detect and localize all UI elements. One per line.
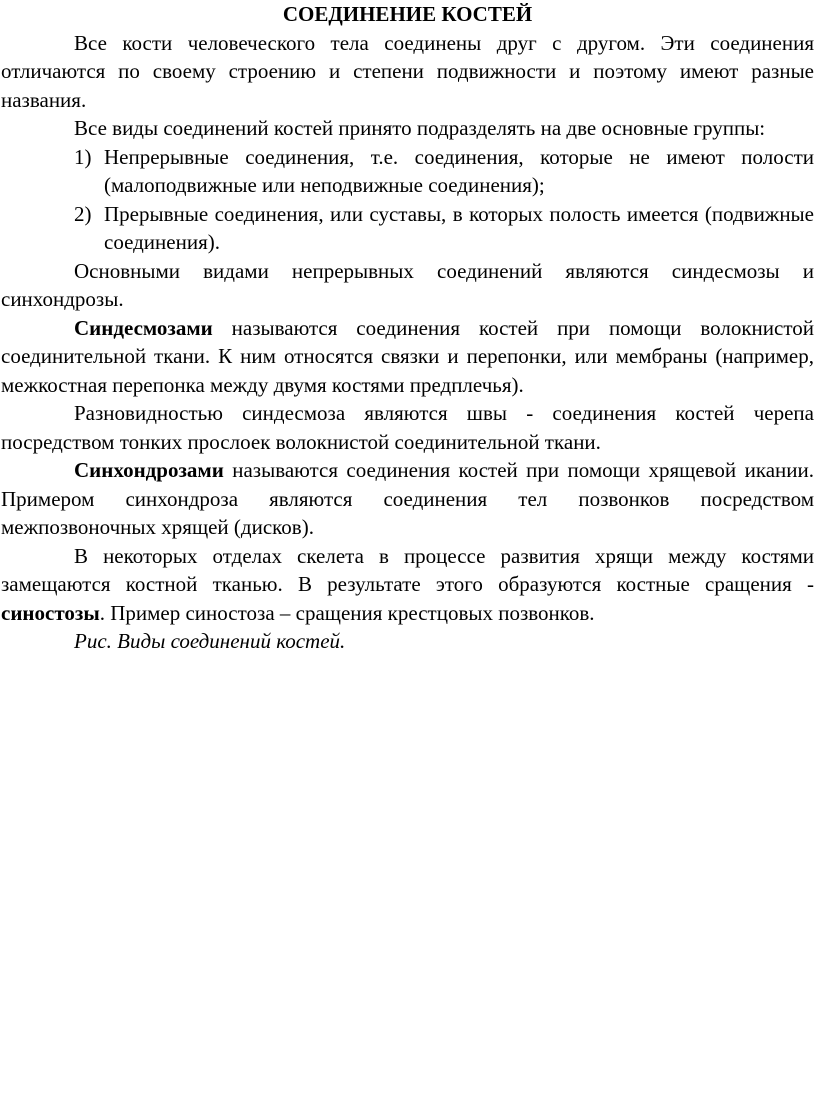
paragraph-text: . Пример синостоза – сращения крестцовых позвонков. [99, 600, 595, 625]
paragraph-syndesmoses [1, 314, 814, 400]
paragraph-continuous-types: Основными видами непрерывных соединений являются синдесмозы и синхондрозы. [1, 258, 814, 311]
list-item [1, 200, 814, 257]
list-item [1, 143, 814, 200]
paragraph-groups: Все виды соединений костей принято подразделять на две основные группы: [74, 116, 766, 140]
document-content [1, 0, 814, 656]
paragraph-text: называются соединения костей при помощи волокнистой соединительной ткани. К ним относятся связки и перепонки, или мембраны (например, межкостная перепонка между двумя костями предплечья). [1, 315, 814, 397]
list-marker: 1) [74, 144, 92, 169]
list-item-text: Непрерывные соединения, т.е. соединения, которые не имеют полости (малоподвижные или неподвижные соединения); [104, 144, 814, 197]
paragraph-text: В некоторых отделах скелета в процессе развития хрящи между костями замещаются костной тканью. В результате этого образуются костные сращения - [1, 543, 814, 596]
term-syndesmoses: Синдесмозами [74, 315, 213, 340]
paragraph-intro: Все кости человеческого тела соединены друг с другом. Эти соединения отличаются по своему строению и степени подвижности и поэтому имеют разные названия. [1, 30, 814, 112]
term-synchondroses: Синхондрозами [74, 458, 224, 482]
document-title: СОЕДИНЕНИЕ КОСТЕЙ [282, 2, 533, 26]
paragraph-text: называются соединения костей при помощи хрящевой икании. Примером синхондроза являются соединения тел позвонков посредством межпозвоночных хрящей (дисков). [1, 458, 814, 539]
paragraph-sutures: Разновидностью синдесмоза являются швы - соединения костей черепа посредством тонких прослоек волокнистой соединительной ткани. [1, 401, 814, 454]
term-synostoses: синостозы [1, 600, 100, 625]
list-item-text: Прерывные соединения, или суставы, в которых полость имеется (подвижные соединения). [104, 201, 814, 254]
joint-groups-list [1, 143, 814, 257]
figure-caption: Рис. Виды соединений костей. [74, 629, 346, 653]
list-marker: 2) [74, 201, 92, 226]
paragraph-synchondroses [1, 456, 814, 542]
paragraph-synostoses [1, 542, 814, 628]
